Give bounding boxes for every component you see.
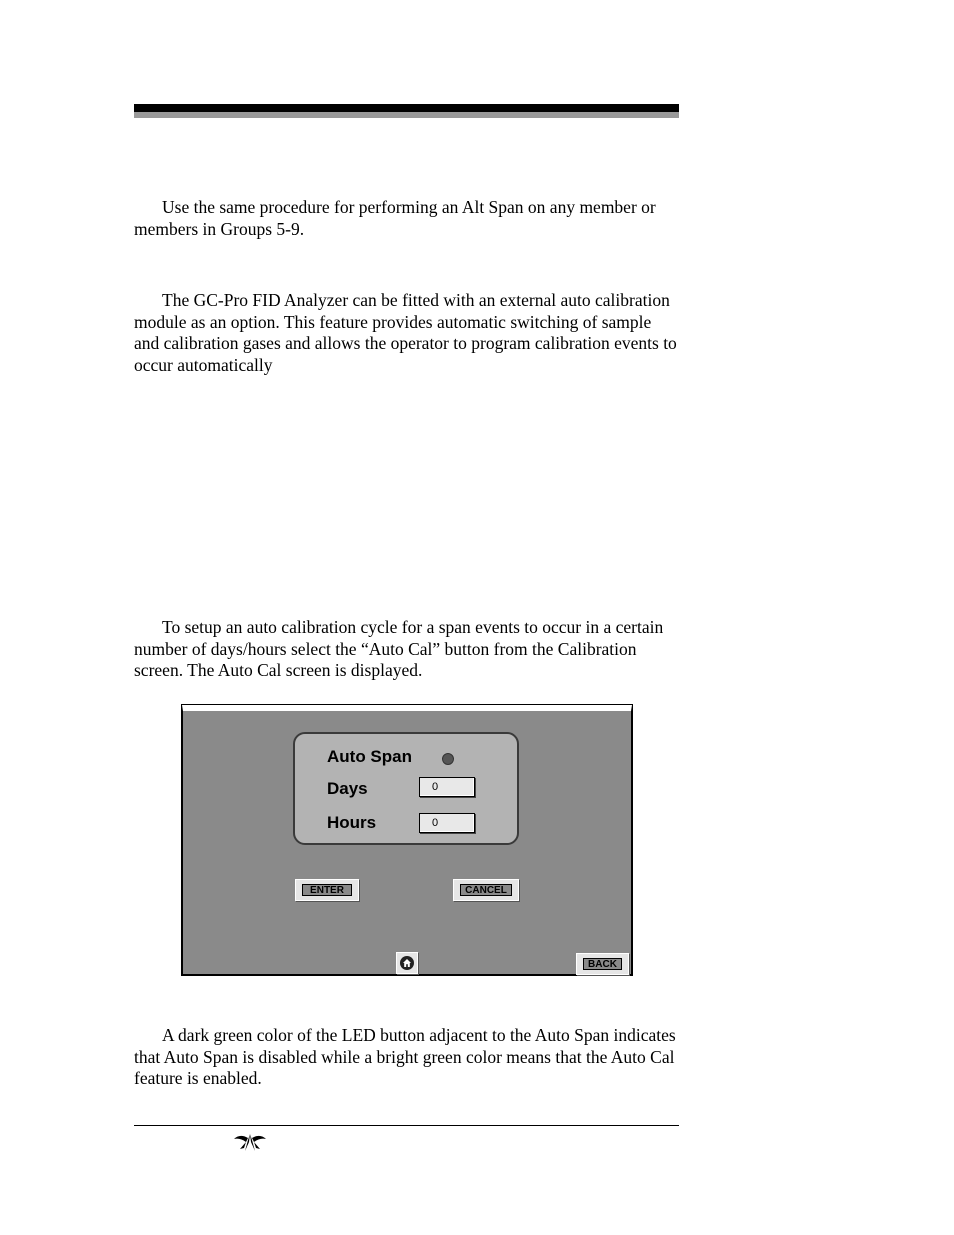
- enter-button-label: ENTER: [302, 884, 352, 896]
- paragraph-text: Use the same procedure for performing an Alt Span on any member or members in Groups 5-9.: [134, 197, 656, 239]
- footer-rule: [134, 1125, 679, 1126]
- auto-cal-screen: [182, 705, 632, 975]
- paragraph-auto-cal-intro: [134, 290, 679, 377]
- hours-field[interactable]: 0: [419, 813, 475, 833]
- back-button[interactable]: [576, 953, 629, 975]
- header-rule-shadow: [134, 112, 679, 118]
- cancel-button-label: CANCEL: [460, 884, 512, 896]
- teledyne-logo-icon: [233, 1132, 267, 1152]
- auto-cal-panel: [293, 732, 519, 845]
- auto-span-label: Auto Span: [327, 747, 412, 766]
- paragraph-text: A dark green color of the LED button adjacent to the Auto Span indicates that Auto Span is disabled while a bright green color means that the Auto Cal feature is enabled.: [134, 1025, 676, 1089]
- paragraph-alt-span: [134, 197, 679, 240]
- days-field[interactable]: 0: [419, 777, 475, 797]
- days-label: Days: [327, 779, 368, 798]
- paragraph-text: The GC-Pro FID Analyzer can be fitted with an external auto calibration module as an option. This feature provides automatic switching of sample and calibration gases and allows the operator to program calibration events to occur automatically: [134, 290, 677, 376]
- paragraph-text: To setup an auto calibration cycle for a span events to occur in a certain number of days/hours select the “Auto Cal” button from the Calibration screen. The Auto Cal screen is displayed.: [134, 617, 664, 681]
- enter-button[interactable]: [295, 879, 359, 901]
- paragraph-auto-cal-setup: [134, 617, 679, 682]
- auto-span-led-button[interactable]: [442, 753, 454, 765]
- cancel-button[interactable]: [453, 879, 519, 901]
- paragraph-led-note: [134, 1025, 679, 1090]
- hours-label: Hours: [327, 813, 377, 832]
- home-icon: [400, 956, 414, 970]
- home-button[interactable]: [396, 952, 418, 974]
- header-rule: [134, 104, 679, 112]
- back-button-label: BACK: [583, 958, 622, 970]
